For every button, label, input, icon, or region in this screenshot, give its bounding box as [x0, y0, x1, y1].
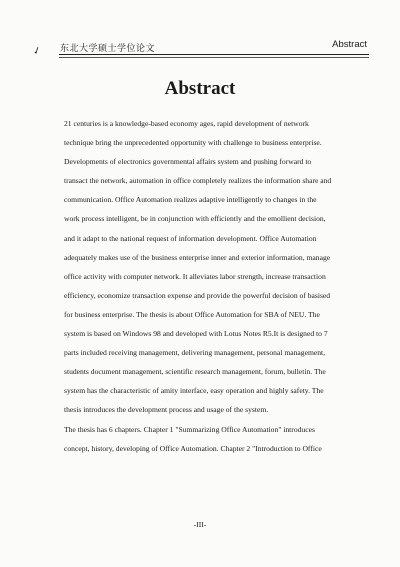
text-line: work process intelligent, be in conjunction with efficiently and the emollient decision, — [64, 214, 326, 224]
text-line: Developments of electronics governmental affairs system and pushing forward to — [64, 157, 312, 167]
text-line: parts included receiving management, delivering management, personal management, — [64, 348, 326, 358]
text-line: students document management, scientific research management, forum, bulletin. The — [64, 367, 326, 377]
header-section-title: Abstract — [332, 39, 367, 50]
paragraph-1 — [64, 114, 354, 420]
header-university-text: 东北大学硕士学位论文 — [60, 43, 156, 53]
pen-mark: ✓ — [31, 44, 44, 59]
text-line: thesis introduces the development process and usage of the system. — [64, 405, 269, 415]
header-rule — [59, 54, 369, 55]
text-line: adequately makes use of the business enterprise inner and exterior information, manage — [64, 252, 331, 262]
text-line: communication. Office Automation realizes adaptive intelligently to changes in the — [64, 195, 317, 205]
page-title: Abstract — [164, 78, 236, 99]
text-line: transact the network, automation in office completely realizes the information share and — [64, 176, 332, 186]
text-line: system has the characteristic of amity interface, easy operation and highly safety. The — [64, 386, 324, 396]
text-line: technique bring the unprecedented opportunity with challenge to business enterprise. — [64, 138, 322, 148]
text-line: for business enterprise. The thesis is about Office Automation for SBA of NEU. The — [64, 309, 320, 319]
text-line: The thesis has 6 chapters. Chapter 1 "Summarizing Office Automation" introduces — [64, 424, 315, 434]
text-line: office activity with computer network. It alleviates labor strength, increase transaction — [64, 271, 326, 281]
paragraph-2 — [64, 420, 354, 458]
abstract-body — [64, 114, 354, 458]
text-line: efficiency, economize transaction expense and provide the powerful decision of basised — [64, 290, 331, 300]
text-line: concept, history, developing of Office Automation. Chapter 2 "Introduction to Office — [64, 443, 322, 453]
text-line: system is based on Windows 98 and developed with Lotus Notes R5.It is designed to 7 — [64, 329, 328, 339]
header-rule-thin — [59, 57, 369, 58]
page-number: -III- — [193, 520, 207, 529]
text-line: 21 centuries is a knowledge-based economy ages, rapid development of network — [64, 119, 309, 128]
text-line: and it adapt to the national request of information development. Office Automation — [64, 233, 317, 243]
